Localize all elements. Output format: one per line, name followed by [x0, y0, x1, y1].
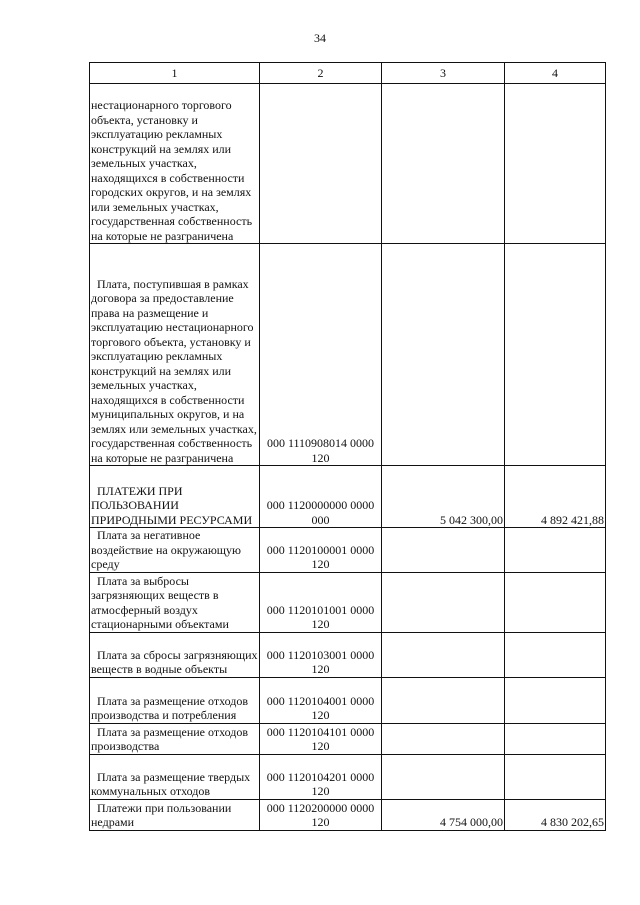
- row-name: Плата за сбросы загрязняющих веществ в водные объекты: [91, 647, 261, 676]
- row-value-col3: [382, 754, 505, 799]
- table-row: [90, 244, 606, 466]
- row-value-col4: [505, 84, 606, 244]
- table-row: [90, 84, 606, 244]
- row-name-cell: [90, 799, 260, 830]
- table-row: [90, 466, 606, 528]
- row-name: Плата за выбросы загрязняющих веществ в атмосферный воздух стационарными объектами: [91, 573, 229, 631]
- row-name: Плата, поступившая в рамках договора за предоставление права на размещение и эксплуатацию нестационарного торгового объекта, установку и эксплуатацию рекламных конструкций на землях или земельных участках, находящихся в собственности муниципальных округов, и на землях или земельных участках, государственная собственность на которые не разграничена: [91, 276, 260, 465]
- row-value-col3: [382, 572, 505, 632]
- table-row: [90, 632, 606, 677]
- row-name: Плата за размещение твердых коммунальных отходов: [91, 769, 254, 798]
- row-value-col3: [382, 677, 505, 723]
- row-value-col4: 4 830 202,65: [505, 799, 606, 830]
- row-value-col4: [505, 677, 606, 723]
- row-code-cell: 000 1110908014 0000 120: [260, 244, 382, 466]
- table-row: [90, 677, 606, 723]
- row-value-col3: 5 042 300,00: [382, 466, 505, 528]
- row-name-cell: [90, 466, 260, 528]
- row-value-col4: 4 892 421,88: [505, 466, 606, 528]
- row-value-col4: [505, 244, 606, 466]
- row-code-cell: 000 1120101001 0000 120: [260, 572, 382, 632]
- page-number: 34: [314, 31, 326, 45]
- row-name: Плата за негативное воздействие на окружающую среду: [91, 528, 244, 571]
- row-name: Плата за размещение отходов производства: [91, 724, 252, 753]
- row-code-cell: 000 1120000000 0000 000: [260, 466, 382, 528]
- table-row: [90, 528, 606, 573]
- column-header-2: 2: [260, 63, 382, 84]
- row-name: нестационарного торгового объекта, установку и эксплуатацию рекламных конструкций на землях или земельных участках, находящихся в собственности городских округов, и на землях или земельных участках, государственная собственность на которые не разграничена: [91, 98, 256, 243]
- budget-table: [89, 62, 606, 831]
- row-name-cell: [90, 754, 260, 799]
- row-name: ПЛАТЕЖИ ПРИ ПОЛЬЗОВАНИИ ПРИРОДНЫМИ РЕСУРСАМИ: [91, 483, 253, 527]
- row-code-cell: 000 1120100001 0000 120: [260, 528, 382, 573]
- row-value-col3: [382, 84, 505, 244]
- row-value-col4: [505, 723, 606, 754]
- row-code-cell: 000 1120104201 0000 120: [260, 754, 382, 799]
- row-value-col4: [505, 632, 606, 677]
- row-value-col3: [382, 723, 505, 754]
- table-row: [90, 723, 606, 754]
- row-value-col4: [505, 572, 606, 632]
- table-row: [90, 799, 606, 830]
- row-code-cell: 000 1120200000 0000 120: [260, 799, 382, 830]
- row-value-col4: [505, 754, 606, 799]
- row-code-cell: 000 1120103001 0000 120: [260, 632, 382, 677]
- table-row: [90, 572, 606, 632]
- row-name-cell: [90, 572, 260, 632]
- column-header-4: 4: [505, 63, 606, 84]
- row-name: Плата за размещение отходов производства и потребления: [91, 693, 252, 722]
- row-value-col3: [382, 632, 505, 677]
- column-header-3: 3: [382, 63, 505, 84]
- row-name-cell: [90, 723, 260, 754]
- row-value-col3: [382, 244, 505, 466]
- row-value-col4: [505, 528, 606, 573]
- row-name-cell: [90, 677, 260, 723]
- row-name-cell: [90, 632, 260, 677]
- table-header-row: [90, 63, 606, 84]
- table-row: [90, 754, 606, 799]
- column-header-1: 1: [90, 63, 260, 84]
- row-code-cell: 000 1120104101 0000 120: [260, 723, 382, 754]
- row-code-cell: [260, 84, 382, 244]
- row-name: Платежи при пользовании недрами: [91, 800, 235, 829]
- row-code-cell: 000 1120104001 0000 120: [260, 677, 382, 723]
- row-value-col3: 4 754 000,00: [382, 799, 505, 830]
- row-value-col3: [382, 528, 505, 573]
- row-name-cell: [90, 84, 260, 244]
- row-name-cell: [90, 528, 260, 573]
- row-name-cell: [90, 244, 260, 466]
